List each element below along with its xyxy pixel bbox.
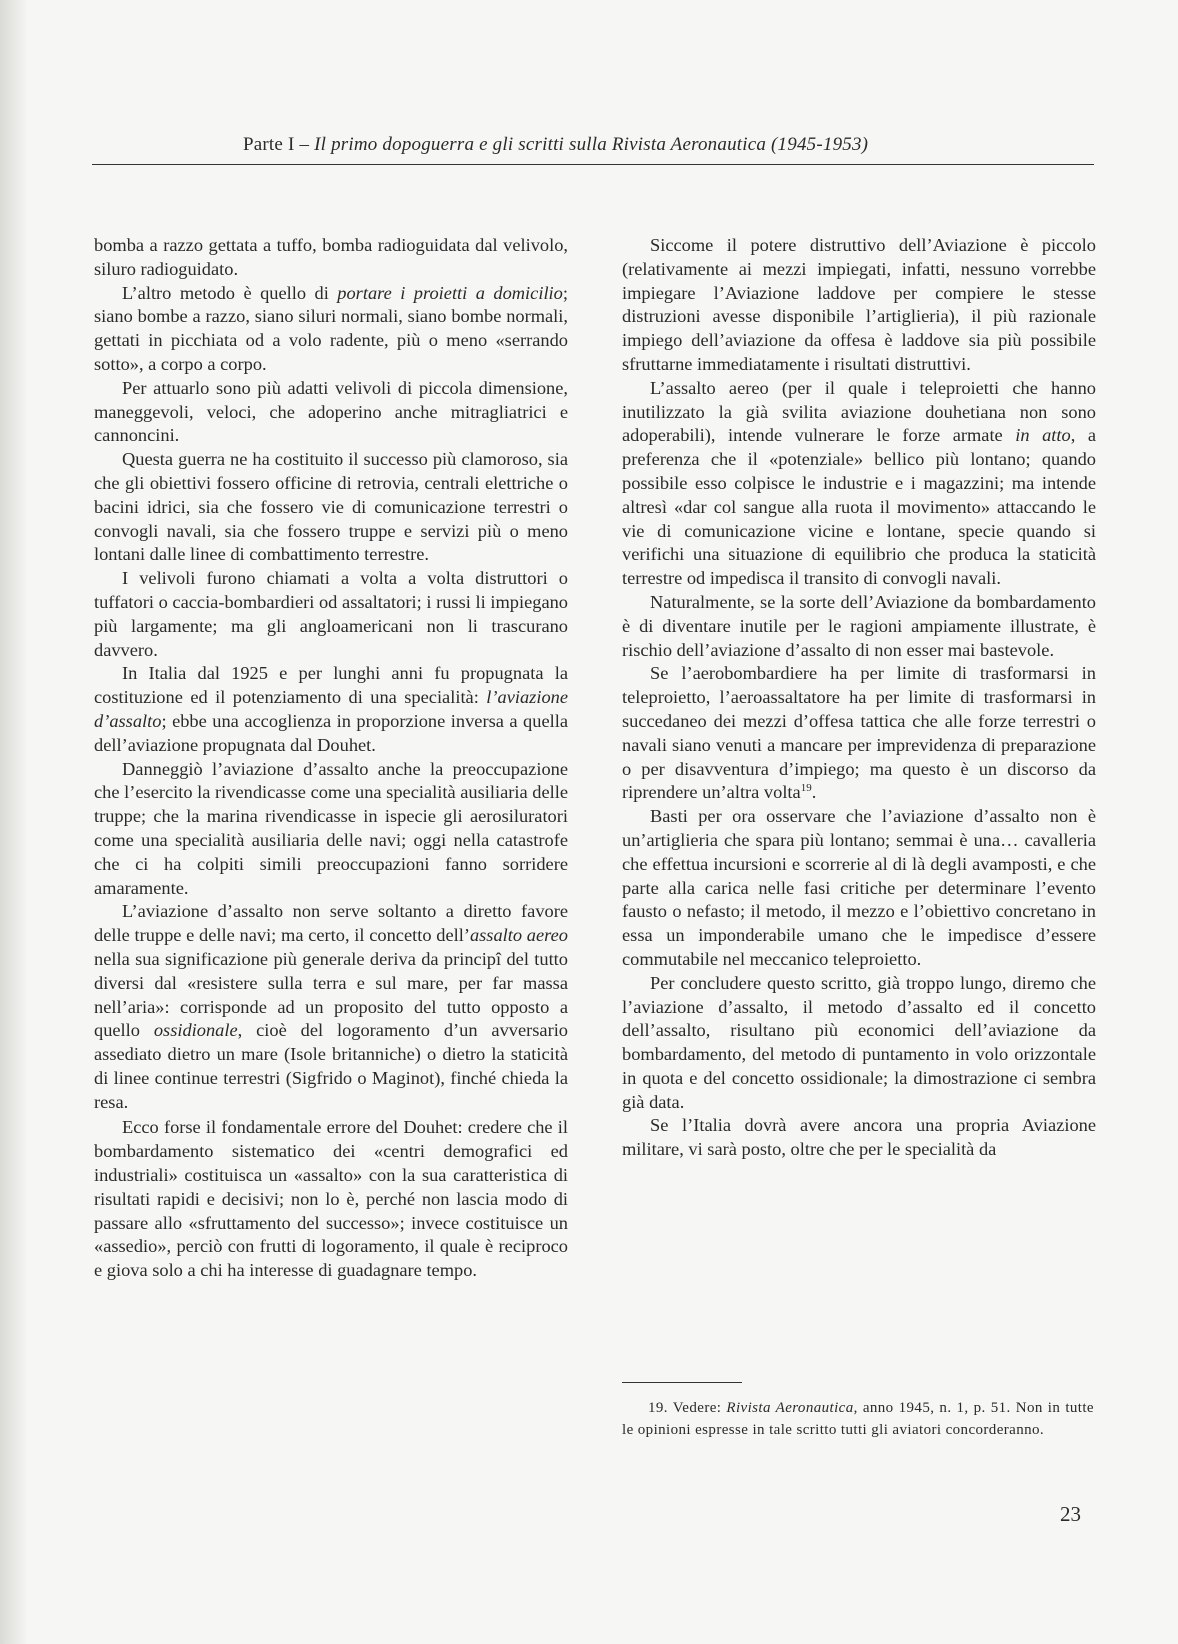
footnote: 19. Vedere: Rivista Aeronautica, anno 1945, n. 1, p. 51. Non in tutte le opinioni espresse in tale scritto tutti gli aviatori concorderanno. [622,1400,1094,1438]
paragraph: Se l’Italia dovrà avere ancora una propria Aviazione militare, vi sarà posto, oltre che per le specialità da [622,1115,1096,1160]
paragraph: In Italia dal 1925 e per lunghi anni fu propugnata la costituzione ed il potenziamento di una specialità: l’aviazione d’assalto; ebbe una accoglienza in proporzione inversa a quella dell’aviazione propugnata dal Douhet. [94,663,568,755]
paragraph: Se l’aerobombardiere ha per limite di trasformarsi in teleproietto, l’aeroassaltatore ha per limite di trasformarsi in succedaneo dei mezzi d’offesa tattica che alle forze terrestri o navali siano venuti a mancare per imprevidenza di preparazione o per disavventura d’impiego; ma questo è un discorso da riprendere un’altra volta$^{19}$. [622,663,1096,803]
paragraph: Naturalmente, se la sorte dell’Aviazione da bombardamento è di diventare inutile per le ragioni ampiamente illustrate, è rischio dell’aviazione d’assalto di non esser mai bastevole. [622,591,1096,660]
page-edge-shadow [0,0,28,1644]
paragraph: Danneggiò l’aviazione d’assalto anche la preoccupazione che l’esercito la rivendicasse come una specialità ausiliaria delle truppe; che la marina rivendicasse in ispecie gli aerosiluratori come una specialità ausiliaria delle navi; oggi nella catastrofe che ci ha colpiti simili preoccupazioni fanno sorridere amaramente. [94,758,568,898]
paragraph: Siccome il potere distruttivo dell’Aviazione è piccolo (relativamente ai mezzi impiegati, infatti, nessuno vorrebbe impiegare l’Aviazione laddove per compiere le stesse distruzioni avesse disponibile l’artiglieria), il più razionale impiego dell’aviazione da offesa è laddove sia più possibile sfruttarne immediatamente i risultati distruttivi. [622,235,1096,374]
footnote-reference[interactable]: 19 [800,782,812,795]
paragraph: I velivoli furono chiamati a volta a volta distruttori o tuffatori o caccia-bombardieri od assaltatori; i russi li impiegano più largamente; ma gli angloamericani non li trascurano davvero. [94,568,568,660]
right-column [622,234,1096,1162]
running-head-title: Il primo dopoguerra e gli scritti sulla Rivista Aeronautica (1945-1953) [314,134,869,155]
paragraph: Questa guerra ne ha costituito il successo più clamoroso, sia che gli obiettivi fossero officine di retrovia, centrali elettriche o bacini idrici, sia che fossero vie di comunicazione terrestri o convogli navali, sia che fossero truppe e servizi più o meno lontani dalle linee di combattimento terrestre. [94,449,568,565]
running-head [92,134,1094,165]
paragraph: L’aviazione d’assalto non serve soltanto a diretto favore delle truppe e delle navi; ma certo, il concetto dell’assalto aereo nella sua significazione più generale deriva da principî del tutto diversi dal «resistere sulla terra e sul mare, per far massa nell’aria»: corrisponde ad un proposito del tutto opposto a quello ossidionale, cioè del logoramento d’un avversario assediato dietro un mare (Isole britanniche) o dietro la staticità di linee continue terrestri (Sigfrido o Maginot), finché chieda la resa. [94,901,568,1112]
page-number: 23 [1060,1502,1081,1526]
running-head-text: Parte I – Il primo dopoguerra e gli scritti sulla Rivista Aeronautica (1945-1953) [243,134,869,155]
paragraph: L’assalto aereo (per il quale i teleproietti che hanno inutilizzato la già svilita aviazione douhetiana non sono adoperabili), intende vulnerare le forze armate in atto, a preferenza che il «potenziale» bellico più lontano; quando possibile esso colpisce le industrie e i magazzini; ma intende altresì «dar col sangue alla ruota il movimento» attaccando le vie di comunicazione vicine e lontane, specie quando si verifichi una situazione di equilibrio che produca la staticità terrestre od impedisca il transito di convogli navali. [622,377,1096,589]
paragraph: Per attuarlo sono più adatti velivoli di piccola dimensione, maneggevoli, veloci, che adoperino anche mitragliatrici e cannoncini. [94,377,568,446]
paragraph: Ecco forse il fondamentale errore del Douhet: credere che il bombardamento sistematico dei «centri demografici ed industriali» costituisca un «assalto» con la sua caratteristica di risultati rapidi e decisivi; non lo è, perché non lascia modo di passare allo «sfruttamento del successo»; invece costituisce un «assedio», perciò con frutti di logoramento, il quale è reciproco e giova solo a chi ha interesse di guadagnare tempo. [94,1117,568,1281]
paragraph: L’altro metodo è quello di portare i proietti a domicilio; siano bombe a razzo, siano siluri normali, siano bombe normali, gettati in picchiata od a volo radente, più o meno «serrando sotto», a corpo a corpo. [94,282,568,374]
paragraph: bomba a razzo gettata a tuffo, bomba radioguidata dal velivolo, siluro radioguidato. [94,235,568,279]
left-column [94,234,568,1283]
footnote-separator [622,1382,742,1383]
paragraph: Basti per ora osservare che l’aviazione d’assalto non è un’artiglieria che spara più lontano; semmai è una… cavalleria che effettua incursioni e scorrerie al di là degli avamposti, e che parte alla carica nelle fasi critiche per determinare l’evento fausto o nefasto; il metodo, il mezzo e l’obiettivo concretano in essa un imponderabile umano che le impedisce d’essere commutabile nel meccanico teleproietto. [622,806,1096,969]
paragraph: Per concludere questo scritto, già troppo lungo, diremo che l’aviazione d’assalto, il metodo d’assalto ed il concetto dell’assalto, risultano più economici dell’aviazione da bombardamento, del metodo di puntamento in volo orizzontale in quota e del concetto ossidionale; la dimostrazione ci sembra già data. [622,972,1096,1112]
